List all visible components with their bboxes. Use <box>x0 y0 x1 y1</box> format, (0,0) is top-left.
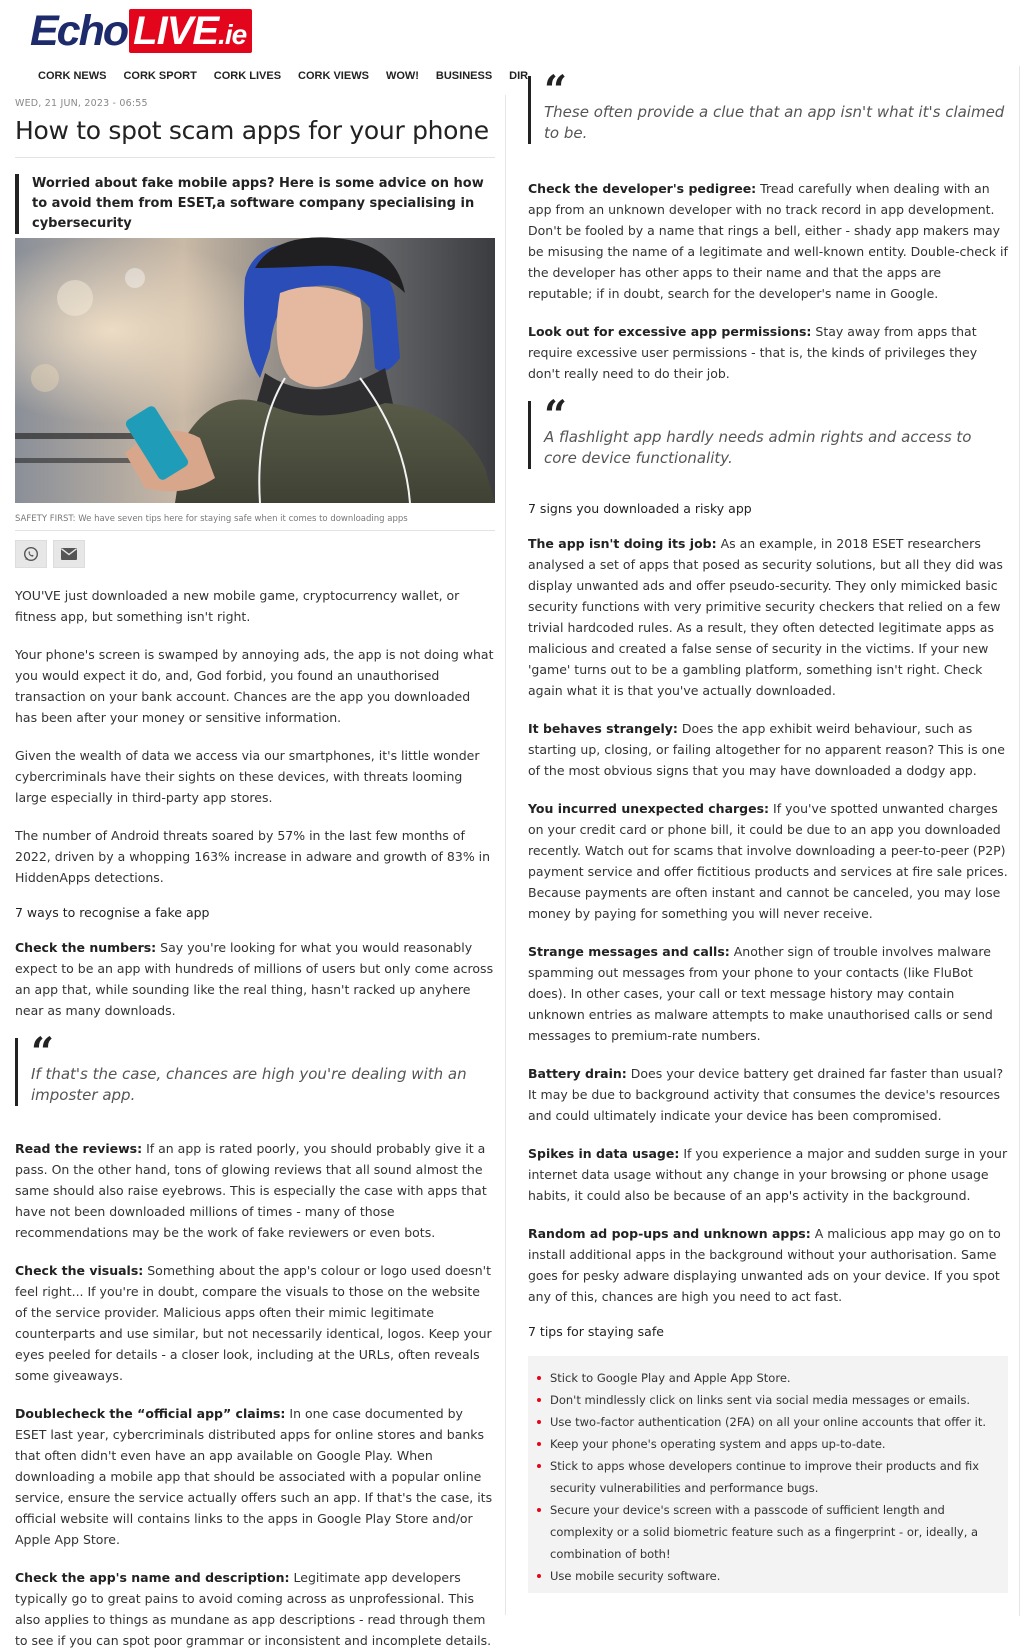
article-paragraph: Check the numbers: Say you're looking for what you would reasonably expect to be an app with hundreds of millions of users but only come across an app that, while sounding like the real thing, hasn't racked up anyhere near as many downloads. <box>15 940 494 1018</box>
hero-photo-woman-phone <box>15 238 495 503</box>
nav-dir[interactable]: DIR <box>509 70 529 82</box>
divider <box>15 530 495 531</box>
divider <box>15 157 495 158</box>
article-paragraph: Doublecheck the “official app” claims: In one case documented by ESET last year, cybercriminals distributed apps for online stores and banks that often didn't even have an app available on Google Play. When downloading a mobile app that should be associated with a popular online service, ensure the service actually offers such an app. If that's the case, its official website will contains links to the apps in Google Play Store and/or Apple App Store. <box>15 1406 493 1547</box>
article-paragraph: Random ad pop-ups and unknown apps: A malicious app may go on to install additional apps in the background without your authorisation. Same goes for pesky adware displaying unwanted ads on your device. If you spot any of this, chances are high you need to act fast. <box>528 1226 1001 1304</box>
article-paragraph: Given the wealth of data we access via our smartphones, it's little wonder cybercriminals have their sights on these devices, with threats looming large especially in third-party app stores. <box>15 748 480 805</box>
hero-image <box>15 238 495 503</box>
article-paragraph: Your phone's screen is swamped by annoying ads, the app is not doing what you would expect it do, and, God forbid, you found an unauthorised transaction on your bank account. Chances are the app you downloaded has been after your money or sensitive information. <box>15 647 494 725</box>
article-paragraph: Check the visuals: Something about the app's colour or logo used doesn't feel right... If you're in doubt, compare the visuals to those on the website of the service provider. Malicious apps often their mimic legitimate counterparts and use similar, but not necessarily identical, logos. Keep your eyes peeled for details - a closer look, including at the URLs, often reveals some giveaways. <box>15 1263 492 1383</box>
pull-quote <box>528 67 1008 144</box>
nav-cork-sport[interactable]: CORK SPORT <box>123 70 197 82</box>
section-subheading: 7 tips for staying safe <box>528 1324 664 1339</box>
article-paragraph: YOU'VE just downloaded a new mobile game, cryptocurrency wallet, or fitness app, but something isn't right. <box>15 588 460 624</box>
nav-cork-lives[interactable]: CORK LIVES <box>213 70 282 82</box>
article-paragraph: Check the developer's pedigree: Tread carefully when dealing with an app from an unknown developer with no track record in app development. Don't be fooled by a name that rings a bell, either - shady app makers may be misusing the name of a legitimate and well-known entity. Double-check if the developer has other apps to their name and that the apps are reputable; if in doubt, search for the developer's name in Google. <box>528 181 1008 301</box>
list-item: Use mobile security software. <box>550 1565 988 1587</box>
list-item: Stick to Google Play and Apple App Store. <box>550 1367 988 1389</box>
article-paragraph: The number of Android threats soared by 57% in the last few months of 2022, driven by a whopping 163% increase in adware and growth of 83% in HiddenApps detections. <box>15 828 491 885</box>
article-paragraph: Check the app's name and description: Legitimate app developers typically go to great pains to avoid coming across as unprofessional. This also applies to things as mundane as app descriptions - read through them to see if you can spot poor grammar or inconsistent and incomplete details. <box>15 1570 492 1648</box>
pull-quote-text: A flashlight app hardly needs admin rights and access to core device functionality. <box>544 428 972 467</box>
quote-mark-icon: “ <box>31 1029 55 1076</box>
article-left-column <box>15 98 495 1651</box>
share-buttons <box>15 540 495 568</box>
site-logo[interactable] <box>30 8 252 54</box>
list-item: Don't mindlessly click on links sent via social media messages or emails. <box>550 1389 988 1411</box>
quote-mark-icon: “ <box>544 392 568 439</box>
list-item: Keep your phone's operating system and apps up-to-date. <box>550 1433 988 1455</box>
quote-mark-icon: “ <box>544 67 568 114</box>
article-paragraph: Look out for excessive app permissions: Stay away from apps that require excessive user permissions - that is, the kinds of privileges they don't really need to do their job. <box>528 324 978 381</box>
nav-cork-views[interactable]: CORK VIEWS <box>298 70 369 82</box>
column-divider <box>505 95 506 1615</box>
article-dateline: WED, 21 JUN, 2023 - 06:55 <box>15 98 148 109</box>
email-share-button[interactable] <box>53 540 85 568</box>
logo-live: LIVE.ie <box>129 9 252 53</box>
article-paragraph: Strange messages and calls: Another sign of trouble involves malware spamming out messages from your phone to your contacts (like FluBot does). In other cases, your call or text message history may contain unknown entries as malware attempts to make unauthorised calls or send messages to premium-rate numbers. <box>528 944 993 1043</box>
article-headline: How to spot scam apps for your phone <box>15 116 489 145</box>
pull-quote <box>15 1029 495 1106</box>
article-paragraph: Spikes in data usage: If you experience a major and sudden surge in your internet data usage without any change in your browsing or phone usage habits, it could also be because of an app's activity in the background. <box>528 1146 1008 1203</box>
list-item: Use two-factor authentication (2FA) on all your online accounts that offer it. <box>550 1411 988 1433</box>
article-paragraph: You incurred unexpected charges: If you've spotted unwanted charges on your credit card or phone bill, it could be due to an app you downloaded recently. Watch out for scams that involve downloading a peer-to-peer (P2P) payment service and offer fictitious products and services at fire sale prices. Because payments are often instant and cannot be canceled, you may lose money by paying for something you will never receive. <box>528 801 1008 921</box>
section-subheading: 7 ways to recognise a fake app <box>15 905 210 920</box>
tips-list <box>528 1356 1008 1593</box>
whatsapp-icon <box>23 546 39 562</box>
envelope-icon <box>60 547 78 561</box>
section-subheading: 7 signs you downloaded a risky app <box>528 501 752 516</box>
article-paragraph: It behaves strangely: Does the app exhibit weird behaviour, such as starting up, closing, or failing altogether for no apparent reason? This is one of the most obvious signs that you may have downloaded a dodgy app. <box>528 721 1005 778</box>
article-paragraph: Read the reviews: If an app is rated poorly, you should probably give it a pass. On the other hand, tons of glowing reviews that all sound almost the same should also raise eyebrows. This is especially the case with apps that have not been downloaded millions of times - many of those recommendations may be the work of fake reviewers or even bots. <box>15 1141 487 1240</box>
article-standfirst: Worried about fake mobile apps? Here is some advice on how to avoid them from ESET,a software company specialising in cybersecurity <box>15 174 495 234</box>
nav-cork-news[interactable]: CORK NEWS <box>38 70 107 82</box>
page-edge-line <box>1019 66 1020 1616</box>
pull-quote <box>528 392 1008 469</box>
logo-echo: Echo <box>30 6 128 55</box>
main-nav <box>22 65 529 87</box>
whatsapp-share-button[interactable] <box>15 540 47 568</box>
list-item: Secure your device's screen with a passcode of sufficient length and complexity or a solid biometric feature such as a fingerprint - or, ideally, a combination of both! <box>550 1499 988 1565</box>
article-paragraph: Battery drain: Does your device battery get drained far faster than usual? It may be due to background activity that consumes the device's resources and could ultimately indicate your device has been compromised. <box>528 1066 1004 1123</box>
nav-business[interactable]: BUSINESS <box>435 70 493 82</box>
pull-quote-text: These often provide a clue that an app isn't what it's claimed to be. <box>544 103 1005 142</box>
article-right-column <box>528 67 1008 1593</box>
image-caption: SAFETY FIRST: We have seven tips here for staying safe when it comes to downloading apps <box>15 514 408 524</box>
list-item: Stick to apps whose developers continue to improve their products and fix security vulnerabilities and performance bugs. <box>550 1455 988 1499</box>
nav-wow[interactable]: WOW! <box>385 70 419 82</box>
article-paragraph: The app isn't doing its job: As an example, in 2018 ESET researchers analysed a set of apps that posed as security solutions, but all they did was display unwanted ads and offer pseudo-security. They only mimicked basic security functions with very primitive security checkers that relied on a few trivial hardcoded rules. As a result, they often detected legitimate apps as malicious and created a false sense of security in the victims. If your new 'game' turns out to be a gambling platform, something isn't right. Check again what it is that you've actually downloaded. <box>528 536 1003 698</box>
pull-quote-text: If that's the case, chances are high you're dealing with an imposter app. <box>31 1065 467 1104</box>
